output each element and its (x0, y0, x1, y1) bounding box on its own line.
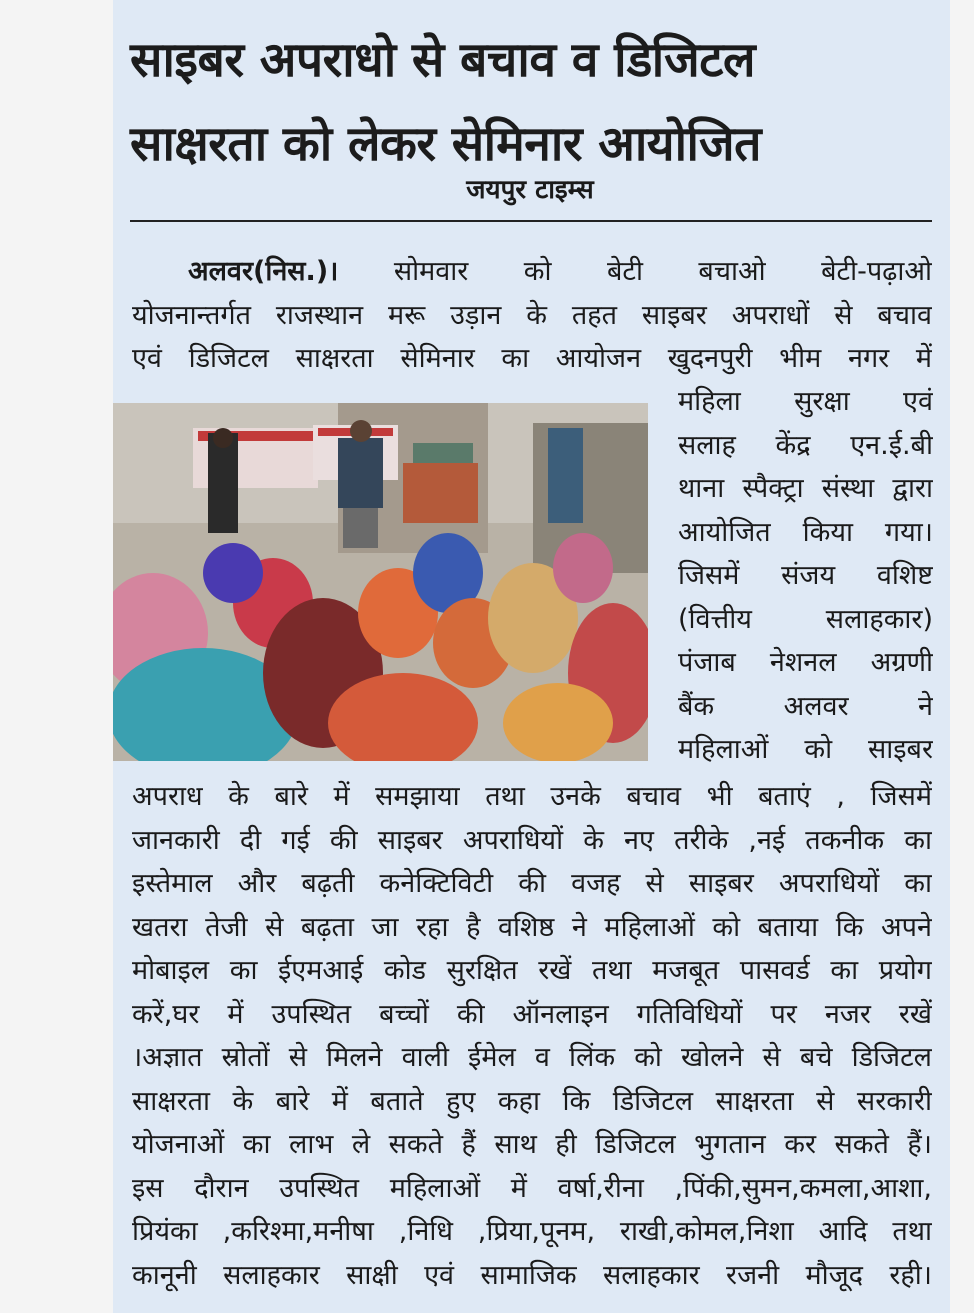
text-line: योजनान्तर्गत राजस्थान मरू उड़ान के तहत साइबर अपराधों से बचाव (132, 299, 932, 331)
article-photo (113, 403, 648, 761)
text-line: ।अज्ञात स्रोतों से मिलने वाली ईमेल व लिंक को खोलने से बचे डिजिटल (132, 1042, 932, 1073)
text-line: खतरा तेजी से बढ़ता जा रहा है वशिष्ठ ने महिलाओं को बताया कि अपने (132, 911, 932, 943)
text-line: इस्तेमाल और बढ़ती कनेक्टिविटी की वजह से साइबर अपराधियों का (132, 868, 932, 899)
divider (130, 220, 932, 222)
text-line: अपराध के बारे में समझाया तथा उनके बचाव भी बताएं , जिसमें (132, 781, 932, 812)
text-line: साक्षरता के बारे में बताते हुए कहा कि डिजिटल साक्षरता से सरकारी (132, 1085, 932, 1117)
dateline: अलवर(निस.)। (188, 256, 339, 287)
seminar-photo-illustration (113, 403, 648, 761)
text-line: पंजाब नेशनल अग्रणी (678, 647, 933, 678)
text-line: अलवर(निस.)। सोमवार को बेटी बचाओ बेटी-पढ़ाओ (188, 256, 932, 287)
text-line: महिलाओं को साइबर (678, 734, 933, 765)
text-line: प्रियंका ,करिश्मा,मनीषा ,निधि ,प्रिया,पूनम, राखी,कोमल,निशा आदि तथा (132, 1216, 932, 1247)
text-line: थाना स्पैक्ट्रा संस्था द्वारा (678, 473, 933, 504)
article-side-column (678, 380, 933, 772)
text-line: सलाह केंद्र एन.ई.बी (678, 429, 933, 461)
text-line: एवं डिजिटल साक्षरता सेमिनार का आयोजन खुदनपुरी भीम नगर में (132, 343, 932, 374)
text-line: मोबाइल का ईएमआई कोड सुरक्षित रखें तथा मजबूत पासवर्ड का प्रयोग (132, 955, 932, 986)
text-line: आयोजित किया गया। (678, 516, 933, 548)
text-line: जानकारी दी गई की साइबर अपराधियों के नए तरीके ,नई तकनीक का (132, 824, 932, 856)
text-line: (वित्तीय सलाहकार) (678, 603, 933, 635)
text-line: इस दौरान उपस्थित महिलाओं में वर्षा,रीना ,पिंकी,सुमन,कमला,आशा, (132, 1172, 932, 1204)
article-body (132, 775, 932, 1297)
text-line: करें,घर में उपस्थित बच्चों की ऑनलाइन गतिविधियों पर नजर रखें (132, 998, 932, 1030)
text-line: योजनाओं का लाभ ले सकते हैं साथ ही डिजिटल भुगतान कर सकते हैं। (132, 1129, 932, 1160)
text-line: बैंक अलवर ने (678, 690, 933, 722)
article-source: जयपुर टाइम्स (466, 175, 594, 205)
text-line: महिला सुरक्षा एवं (678, 386, 933, 417)
article-headline (130, 18, 930, 186)
headline-line: साइबर अपराधो से बचाव व डिजिटल (130, 32, 756, 88)
text-line: कानूनी सलाहकार साक्षी एवं सामाजिक सलाहकार रजनी मौजूद रही। (132, 1259, 932, 1291)
page-margin-right (950, 0, 974, 1313)
article-intro (132, 250, 932, 381)
text-line: जिसमें संजय वशिष्ट (678, 560, 933, 591)
headline-line: साक्षरता को लेकर सेमिनार आयोजित (130, 116, 761, 172)
page-margin-left (0, 0, 113, 1313)
